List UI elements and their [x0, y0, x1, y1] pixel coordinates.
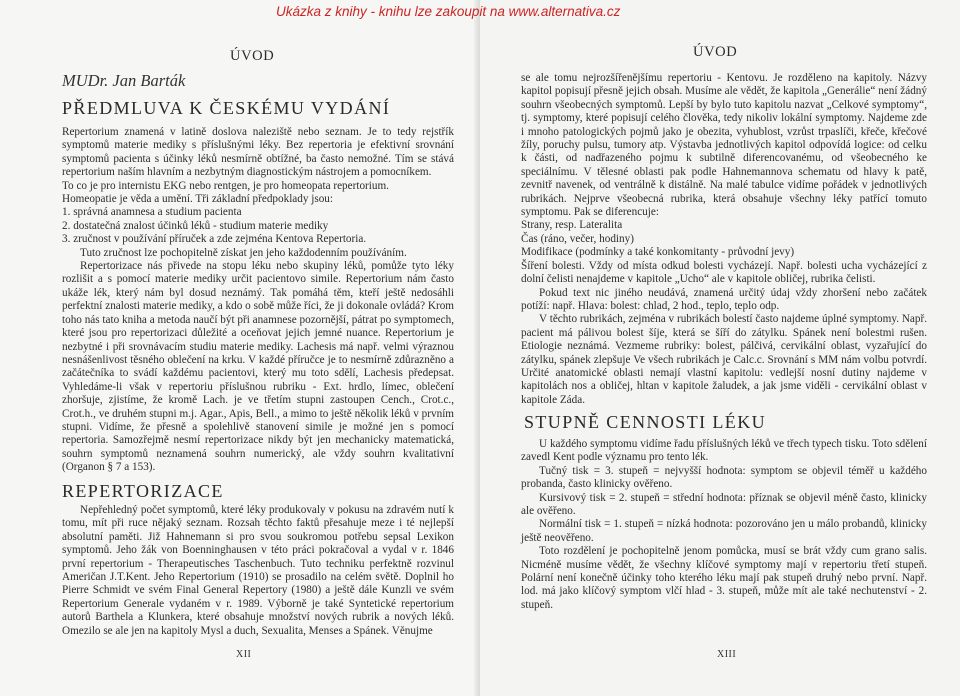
paragraph: U každého symptomu vidíme řadu příslušných léků ve třech typech tisku. Toto sdělení zavedl Kent podle významu pro tento lék.	[521, 438, 927, 464]
paragraph: Pokud text nic jiného neudává, znamená určitý údaj vždy zhoršení nebo začátek potíží: např. Hlava: bolest: chlad, 2 hod., teplo, teplo odp.	[521, 286, 927, 312]
chapter-title: PŘEDMLUVA K ČESKÉMU VYDÁNÍ	[62, 98, 391, 118]
paragraph: se ale tomu nejrozšířenějšímu repertoriu - Kentovu. Je rozděleno na kapitoly. Názvy kapitol popisují přesně jejich obsah. Musíme ale vědět, že kapitola „Generálie“ není žádný souhrn všeobecných symptomů. Lepší by bylo tuto kapitolu nazvat „Celkové symptomy“, tj. symptomy, které popisují celého člověka, tedy nikoliv lokální symptomy. Najdeme zde i mnoho patologických pojmů jako je obezita, vyhublost, vzrůst trpaslíči, křeče, křečové žíly, poruchy pulsu, tumory atp. Výstavba jednotlivých kapitol odpovídá logice: od celku k části, od nadřazeného pojmu k subtilně diferencovanému, od všeobecného ke speciálnímu. V tělesné oblasti pak podle Hahnemannova schematu od hlavy k patě, zevnitř navenek, od ventrálně k distálně. Na malé tabulce vidíme pořádek v jednotlivých rubrikách. Nejprve všeobecná rubrika, která obsahuje všechny léky patřící tomuto symptomu. Pak se diferencuje:	[521, 72, 927, 219]
page-number: XIII	[717, 649, 737, 660]
list-item: Šíření bolesti. Vždy od místa odkud bolesti vycházejí. Např. bolesti ucha vycházející z dolní čelisti nenajdeme v kapitole „Ucho“ ale v kapitole obličej, rubrika čelisti.	[521, 259, 927, 286]
list-item: 1. správná anamnesa a studium pacienta	[62, 206, 242, 219]
paragraph: Toto rozdělení je pochopitelně jenom pomůcka, musí se brát vždy cum grano salis. Nicméně musíme vědět, že všechny klíčové symptomy mají v repertoriu třetí stupeň. Polární není konečně účinky toho kterého léku mají pak stupeň druhý nebo první. Např. lod. má jako klíčový symptom vlčí hlad - 3. stupeň, může mít ale také nechutenství - 2. stupeň.	[521, 545, 927, 611]
list-item: Strany, resp. Lateralita	[521, 219, 623, 232]
right-page	[480, 0, 960, 696]
list-item: 3. zručnost v používání příruček a zde zejména Kentova Repertoria.	[62, 233, 367, 246]
paragraph: Repertorizace nás přivede na stopu léku nebo skupiny léků, pomůže tyto léky rozlišit a s pomocí materie mediky určit pacientovo simile. Repertorium nám často ukáže lék, který nám byl dosud neznámý. Tak pomáhá těm, kteří ještě nedosáhli perfektní znalosti materie mediky, a kdo o sobě může říci, že ji dokonale ovládá? Krom toho nás tato kniha a metoda naučí být při anamnese pozornější, pátrat po symptomech, které jsou pro repertorizaci důležité a oceňovat jejich jemné nuance. Repertorium je nezbytné i při srovnávacím studiu materie mediky. Lachesis má např. velmi výraznou nesnášenlivost těsného oblečení na krku. V každé příručce je to nesmírně zdůrazněno a začátečníka to svádí každému pacientovi, který mu toto sdělí, Lachesis předepsat. Vyhledáme-li však v repertoriu příslušnou rubriku - Ext. hrdlo, límec, oblečení zhoršuje, zjistíme, že kromě Lach. je ve třetím stupni zastoupen Cench., Crot.c., Crot.h., ve druhém stupni m.j. Agar., Apis, Bell., a mimo to ještě několik léků v prvním stupni. Vidíme, že přesně a spolehlivě stanovení simile je možné jen s pomocí repertoria. Samozřejmě nesmí repertorizace nikdy být jen mechanicky matematická, souhrn symptomů neznamená souhrn numerický, ale vždy souhrn kvalitativní (Organon § 7 a 153).	[62, 260, 454, 474]
paragraph: Tuto zručnost lze pochopitelně získat jen jeho každodenním používáním.	[80, 246, 407, 259]
list-item: Modifikace (podmínky a také konkomitanty - průvodní jevy)	[521, 246, 795, 259]
paragraph: V těchto rubrikách, zejména v rubrikách bolestí často najdeme úplné symptomy. Např. pacient má pálivou bolest šíje, která se šíří do zátylku. Spánek není bolestmi rušen. Etiologie neznámá. Vezmeme rubriky: bolest, pálčivá, cervikální oblast, vyzařující do zátylku, spánek zlepšuje Ve všech rubrikách je Calc.c. Srovnání s MM nám volbu potvrdí. Určité anatomické oblasti nemají vlastní kapitolu: vedlejší nosní dutiny najdeme v kapitolách nos a obličej, hltan v kapitole žaludek, a jak jsme viděli - cervikální oblast v kapitole Záda.	[521, 313, 927, 406]
author-name: MUDr. Jan Barták	[62, 71, 186, 90]
preface-text	[62, 126, 454, 475]
paragraph: Repertorium znamená v latině doslova naleziště nebo seznam. Je to tedy rejstřík symptomů materie mediky s příslušnými léky. Bez repertoria je efektivní srovnání symptomů pacienta s účinky léků nesmírně obtížné, ba často nemožné. Tím se stává repertorium naším hlavním a nezbytným diagnostickým nástrojem a pomocníkem.	[62, 126, 454, 179]
paragraph: Kursivový tisk = 2. stupeň = střední hodnota: příznak se objevil méně často, klinicky ale ověřeno.	[521, 491, 927, 518]
list-item: 2. dostatečná znalost účinků léků - studium materie mediky	[62, 219, 329, 232]
paragraph: Nepřehledný počet symptomů, které léky produkovaly v pokusu na zdravém nutí k tomu, mít při ruce nějaký seznam. Rozsah těchto faktů přesahuje meze i té nejlepší absolutní paměti. Již Hahnemann si pro svou soukromou potřebu sepsal Lexikon symptomů. Jeho žák von Boenninghausen v této práci pokračoval a vydal v r. 1846 první repertorium - Therapeutisches Taschenbuch. Tuto techniku perfektně rozvinul Američan J.T.Kent. Jeho Repertorium (1910) se prosadilo na celém světě. Doplnil ho Pierre Schmidt ve svém Final General Repertory (1980) a ještě dále Kunzli ve svém Repertorium Generale vydaném v r. 1989. Výborně je také Syntetické repertorium autorů Barthela a Klunkera, které obsahuje množství nových rubrik a nových léků. Omezilo se ale jen na kapitoly Mysl a duch, Sexualita, Menses a Spánek. Věnujme	[62, 504, 454, 637]
running-head: ÚVOD	[230, 48, 275, 64]
section-text	[521, 438, 927, 612]
watermark-banner: Ukázka z knihy - knihu lze zakoupit na www.alternativa.cz	[276, 4, 621, 19]
section-text	[62, 504, 454, 638]
paragraph: Normální tisk = 1. stupeň = nízká hodnota: pozorováno jen u málo probandů, klinicky ještě neověřeno.	[521, 518, 927, 544]
section-title: STUPNĚ CENNOSTI LÉKU	[524, 412, 766, 432]
page-number: XII	[236, 649, 252, 660]
paragraph: To co je pro internistu EKG nebo rentgen, je pro homeopata repertorium.	[62, 179, 389, 192]
section-title: REPERTORIZACE	[62, 481, 224, 501]
list-item: Čas (ráno, večer, hodiny)	[521, 232, 634, 245]
body-text	[521, 72, 927, 407]
running-head: ÚVOD	[693, 44, 738, 60]
paragraph: Homeopatie je věda a umění. Tři základní předpoklady jsou:	[62, 193, 334, 206]
paragraph: Tučný tisk = 3. stupeň = nejvyšší hodnota: symptom se objevil téměř u každého probanda, často klinicky ověřeno.	[521, 464, 927, 491]
